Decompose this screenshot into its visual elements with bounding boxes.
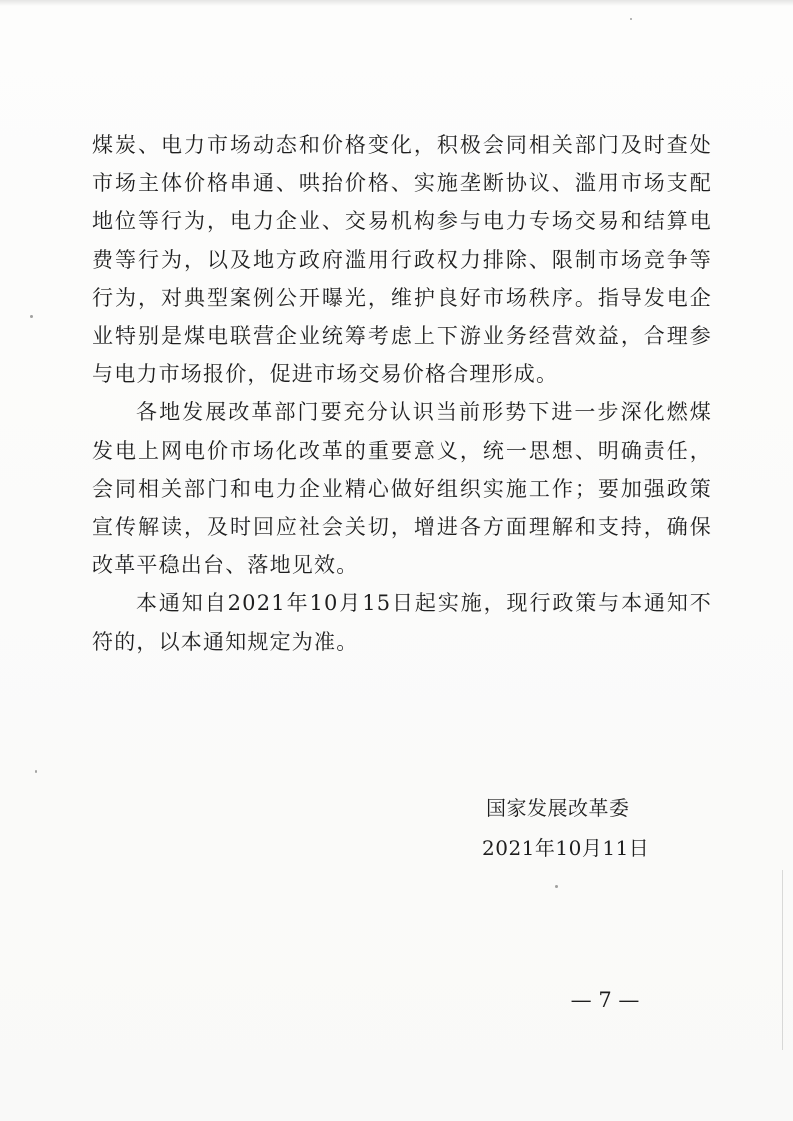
scan-speck [630,18,632,20]
issue-date: 2021年10月11日 [482,836,650,860]
paragraph-2: 各地发展改革部门要充分认识当前形势下进一步深化燃煤发电上网电价市场化改革的重要意义，统一思想、明确责任，会同相关部门和电力企业精心做好组织实施工作；要加强政策宣传解读，及时回应社会关切，增进各方面理解和支持，确保改革平稳出台、落地见效。 [92,400,712,578]
document-body [92,126,712,661]
issuing-organization: 国家发展改革委 [486,796,630,820]
scan-speck [35,770,37,773]
paragraph-1: 煤炭、电力市场动态和价格变化，积极会同相关部门及时查处市场主体价格串通、哄抬价格、实施垄断协议、滥用市场支配地位等行为，电力企业、交易机构参与电力专场交易和结算电费等行为，以及地方政府滥用行政权力排除、限制市场竞争等行为，对典型案例公开曝光，维护良好市场秩序。指导发电企业特别是煤电联营企业统筹考虑上下游业务经营效益，合理参与电力市场报价，促进市场交易价格合理形成。 [92,133,712,387]
scan-speck [30,315,33,318]
scan-edge [0,0,793,6]
signature-block [482,788,649,868]
scan-speck [555,885,558,888]
page-number: — 7 — [570,988,640,1012]
paragraph-3: 本通知自2021年10月15日起实施，现行政策与本通知不符的，以本通知规定为准。 [92,591,712,654]
scan-edge-line [782,870,783,1050]
